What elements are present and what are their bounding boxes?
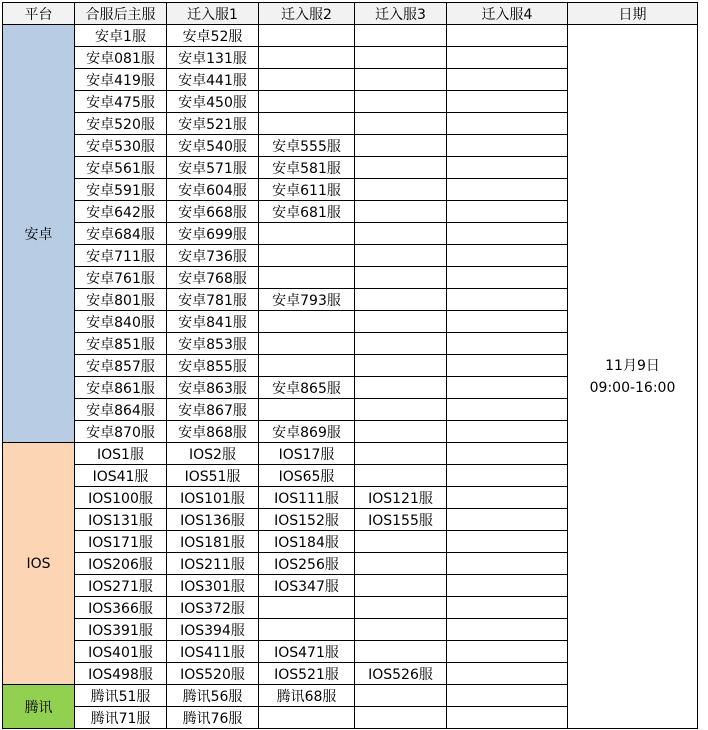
merged-server-cell [259,91,355,113]
merged-server-cell: 安卓841服 [167,311,259,333]
header-platform: 平台 [3,3,75,25]
merged-server-cell [355,47,447,69]
main-server-cell: 安卓475服 [75,91,167,113]
merged-server-cell: IOS136服 [167,509,259,531]
header-date: 日期 [568,3,698,25]
merged-server-cell: IOS155服 [355,509,447,531]
merged-server-cell [355,619,447,641]
merged-server-cell [355,311,447,333]
merged-server-cell [447,575,568,597]
merged-server-cell [447,531,568,553]
merged-server-cell [259,597,355,619]
main-server-cell: IOS1服 [75,443,167,465]
merged-server-cell: 安卓855服 [167,355,259,377]
merged-server-cell [447,443,568,465]
main-server-cell: 安卓870服 [75,421,167,443]
merged-server-cell: 安卓571服 [167,157,259,179]
merged-server-cell: 安卓867服 [167,399,259,421]
merged-server-cell: IOS181服 [167,531,259,553]
header-merged-server-2: 迁入服2 [259,3,355,25]
merged-server-cell: IOS347服 [259,575,355,597]
merged-server-cell [259,619,355,641]
merged-server-cell [447,355,568,377]
merged-server-cell: 安卓699服 [167,223,259,245]
merged-server-cell [355,465,447,487]
merged-server-cell [447,135,568,157]
merged-server-cell: 安卓793服 [259,289,355,311]
merged-server-cell [259,69,355,91]
merged-server-cell: IOS101服 [167,487,259,509]
main-server-cell: 腾讯51服 [75,685,167,707]
merged-server-cell [447,179,568,201]
merged-server-cell: IOS471服 [259,641,355,663]
merged-server-cell: 安卓781服 [167,289,259,311]
main-server-cell: 安卓1服 [75,25,167,47]
merged-server-cell [355,399,447,421]
merged-server-cell: 安卓681服 [259,201,355,223]
main-server-cell: IOS131服 [75,509,167,531]
main-server-cell: 腾讯71服 [75,707,167,729]
merged-server-cell [259,25,355,47]
merged-server-cell [259,707,355,729]
merged-server-cell [447,619,568,641]
date-time: 09:00-16:00 [589,379,676,396]
merged-server-cell [447,25,568,47]
merged-server-cell: IOS521服 [259,663,355,685]
date-cell [568,25,698,729]
merged-server-cell [447,465,568,487]
merged-server-cell [447,399,568,421]
merged-server-cell [355,641,447,663]
merged-server-cell [447,69,568,91]
merged-server-cell: 腾讯68服 [259,685,355,707]
merged-server-cell: IOS17服 [259,443,355,465]
main-server-cell: 安卓520服 [75,113,167,135]
merged-server-cell: IOS2服 [167,443,259,465]
merged-server-cell: 安卓668服 [167,201,259,223]
merged-server-cell [447,685,568,707]
date-day: 11月9日 [605,357,660,374]
merged-server-cell: IOS65服 [259,465,355,487]
merged-server-cell: 安卓736服 [167,245,259,267]
merged-server-cell [355,91,447,113]
merged-server-cell: IOS301服 [167,575,259,597]
merged-server-cell [447,245,568,267]
merged-server-cell: 安卓540服 [167,135,259,157]
merged-server-cell [355,333,447,355]
merged-server-cell [447,113,568,135]
main-server-cell: IOS498服 [75,663,167,685]
merged-server-cell: 腾讯56服 [167,685,259,707]
merged-server-cell: 安卓131服 [167,47,259,69]
merged-server-cell [355,267,447,289]
merged-server-cell [355,157,447,179]
merged-server-cell: 安卓604服 [167,179,259,201]
merged-server-cell: 安卓521服 [167,113,259,135]
merged-server-cell: IOS526服 [355,663,447,685]
main-server-cell: IOS100服 [75,487,167,509]
main-server-cell: 安卓851服 [75,333,167,355]
merged-server-cell: IOS372服 [167,597,259,619]
merged-server-cell: 安卓555服 [259,135,355,157]
merged-server-cell: 安卓869服 [259,421,355,443]
merged-server-cell [447,421,568,443]
merged-server-cell [447,553,568,575]
merged-server-cell: 安卓863服 [167,377,259,399]
header-row [3,3,698,25]
merged-server-cell [447,201,568,223]
merged-server-cell [447,707,568,729]
merged-server-cell [447,641,568,663]
merged-server-cell [447,663,568,685]
merged-server-cell [447,333,568,355]
merged-server-cell [355,443,447,465]
main-server-cell: IOS206服 [75,553,167,575]
platform-cell: IOS [3,443,75,685]
merged-server-cell [447,47,568,69]
merged-server-cell [447,289,568,311]
merged-server-cell [259,355,355,377]
merged-server-cell: 安卓611服 [259,179,355,201]
merged-server-cell [355,597,447,619]
merged-server-cell [355,377,447,399]
platform-cell: 腾讯 [3,685,75,729]
merged-server-cell: IOS51服 [167,465,259,487]
main-server-cell: 安卓081服 [75,47,167,69]
main-server-cell: 安卓864服 [75,399,167,421]
merged-server-cell [355,25,447,47]
merged-server-cell [355,69,447,91]
merged-server-cell: IOS520服 [167,663,259,685]
merged-server-cell [355,685,447,707]
merged-server-cell [447,157,568,179]
main-server-cell: 安卓711服 [75,245,167,267]
main-server-cell: 安卓530服 [75,135,167,157]
merged-server-cell [355,553,447,575]
merged-server-cell [259,311,355,333]
main-server-cell: 安卓419服 [75,69,167,91]
main-server-cell: 安卓801服 [75,289,167,311]
platform-cell: 安卓 [3,25,75,443]
main-server-cell: 安卓642服 [75,201,167,223]
server-merge-table [2,2,698,729]
merged-server-cell [355,223,447,245]
merged-server-cell: 安卓581服 [259,157,355,179]
merged-server-cell [259,245,355,267]
main-server-cell: 安卓591服 [75,179,167,201]
merged-server-cell [259,399,355,421]
merged-server-cell [355,575,447,597]
header-merged-server-4: 迁入服4 [447,3,568,25]
merged-server-cell: IOS184服 [259,531,355,553]
main-server-cell: 安卓561服 [75,157,167,179]
merged-server-cell [447,377,568,399]
main-server-cell: 安卓840服 [75,311,167,333]
main-server-cell: IOS271服 [75,575,167,597]
merged-server-cell: 安卓450服 [167,91,259,113]
merged-server-cell: IOS121服 [355,487,447,509]
merged-server-cell: 腾讯76服 [167,707,259,729]
merged-server-cell: 安卓52服 [167,25,259,47]
merged-server-cell [447,223,568,245]
main-server-cell: 安卓761服 [75,267,167,289]
header-merged-server-1: 迁入服1 [167,3,259,25]
merged-server-cell [355,201,447,223]
merged-server-cell: 安卓868服 [167,421,259,443]
merged-server-cell [447,91,568,113]
merged-server-cell: IOS111服 [259,487,355,509]
merged-server-cell [355,421,447,443]
merged-server-cell: 安卓865服 [259,377,355,399]
merged-server-cell [447,267,568,289]
main-server-cell: IOS391服 [75,619,167,641]
merged-server-cell [355,531,447,553]
merged-server-cell [259,333,355,355]
merged-server-cell: IOS152服 [259,509,355,531]
main-server-cell: 安卓857服 [75,355,167,377]
merged-server-cell [355,135,447,157]
main-server-cell: IOS401服 [75,641,167,663]
header-merged-server-3: 迁入服3 [355,3,447,25]
merged-server-cell [355,355,447,377]
merged-server-cell [355,179,447,201]
merged-server-cell [259,47,355,69]
main-server-cell: IOS41服 [75,465,167,487]
merged-server-cell [355,707,447,729]
merged-server-cell [259,267,355,289]
main-server-cell: IOS366服 [75,597,167,619]
merged-server-cell: IOS411服 [167,641,259,663]
merged-server-cell: 安卓441服 [167,69,259,91]
merged-server-cell [355,289,447,311]
main-server-cell: IOS171服 [75,531,167,553]
main-server-cell: 安卓861服 [75,377,167,399]
merged-server-cell [447,597,568,619]
merged-server-cell: 安卓853服 [167,333,259,355]
main-server-cell: 安卓684服 [75,223,167,245]
header-main-server: 合服后主服 [75,3,167,25]
merged-server-cell [259,113,355,135]
merged-server-cell: IOS211服 [167,553,259,575]
merged-server-cell: 安卓768服 [167,267,259,289]
table-row [3,25,698,47]
merged-server-cell: IOS256服 [259,553,355,575]
merged-server-cell [447,487,568,509]
merged-server-cell [447,311,568,333]
merged-server-cell: IOS394服 [167,619,259,641]
merged-server-cell [259,223,355,245]
merged-server-cell [355,113,447,135]
merged-server-cell [447,509,568,531]
merged-server-cell [355,245,447,267]
